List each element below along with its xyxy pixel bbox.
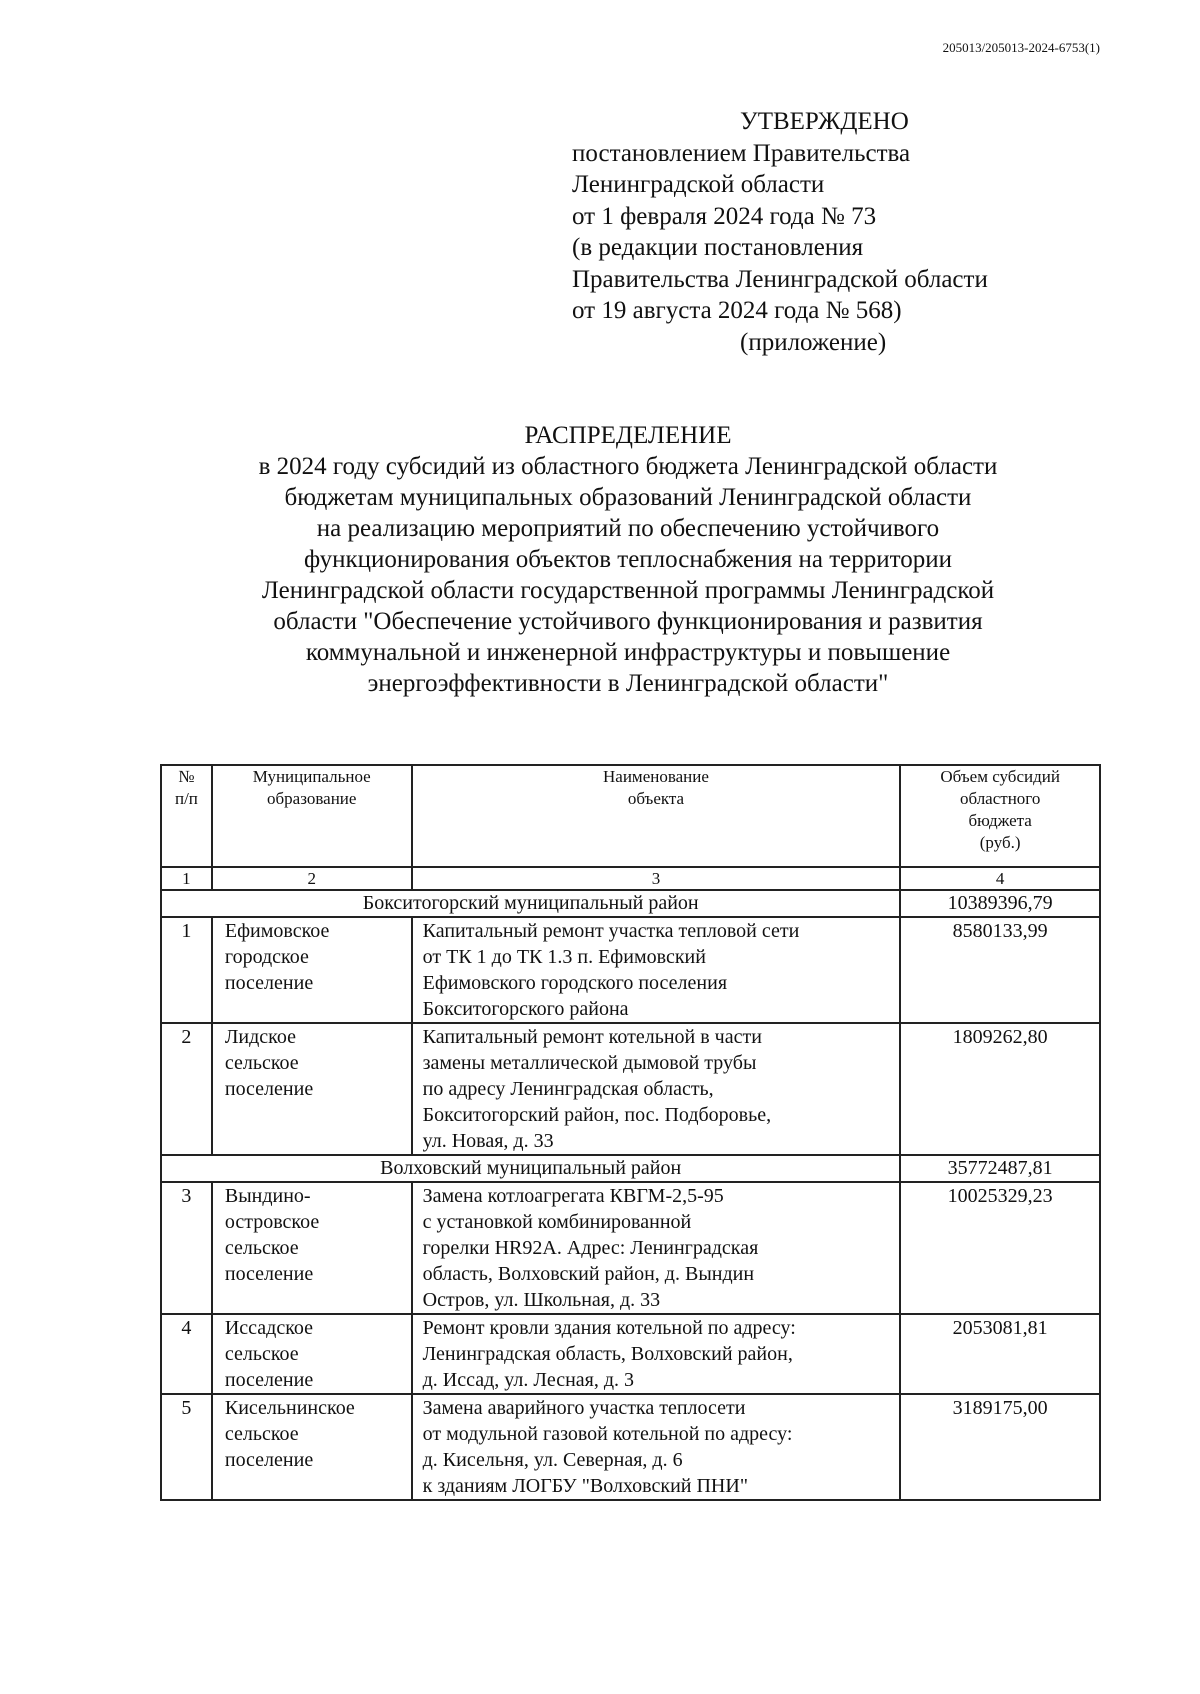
column-number: 1	[161, 867, 212, 890]
approval-heading: УТВЕРЖДЕНО	[740, 108, 909, 135]
table-row	[161, 917, 1100, 1023]
district-total: 35772487,81	[900, 1155, 1100, 1182]
title-heading: РАСПРЕДЕЛЕНИЕ	[524, 422, 732, 449]
approval-line: Правительства Ленинградской области	[572, 265, 988, 293]
row-num: 4	[161, 1314, 212, 1394]
row-num: 1	[161, 917, 212, 1023]
table-row	[161, 1314, 1100, 1394]
district-row	[161, 1155, 1100, 1182]
header-amount: Объем субсидий областного бюджета (руб.)	[900, 765, 1100, 867]
header-object: Наименование объекта	[412, 765, 901, 867]
row-municipality: Иссадское сельское поселение	[212, 1314, 412, 1394]
row-amount: 1809262,80	[900, 1023, 1100, 1155]
approval-line: от 1 февраля 2024 года № 73	[572, 202, 877, 230]
document-title	[28, 420, 1200, 699]
row-amount: 8580133,99	[900, 917, 1100, 1023]
row-object: Капитальный ремонт котельной в части замены металлической дымовой трубы по адресу Ленинградская область, Бокситогорский район, пос. Подборовье, ул. Новая, д. 33	[412, 1023, 901, 1155]
row-amount: 2053081,81	[900, 1314, 1100, 1394]
title-line: коммунальной и инженерной инфраструктуры и повышение	[305, 639, 951, 666]
row-num: 2	[161, 1023, 212, 1155]
title-line: в 2024 году субсидий из областного бюджета Ленинградской области	[258, 453, 998, 480]
approval-line: (в редакции постановления	[572, 234, 864, 261]
row-amount: 10025329,23	[900, 1182, 1100, 1314]
row-num: 3	[161, 1182, 212, 1314]
approval-appendix: (приложение)	[740, 328, 887, 356]
row-municipality: Лидское сельское поселение	[212, 1023, 412, 1155]
column-number-row	[161, 867, 1100, 890]
district-row	[161, 890, 1100, 917]
row-municipality: Ефимовское городское поселение	[212, 917, 412, 1023]
row-object: Замена котлоагрегата КВГМ-2,5-95 с установкой комбинированной горелки HR92A. Адрес: Ленинградская область, Волховский район, д. Вындин Остров, ул. Школьная, д. 33	[412, 1182, 901, 1314]
column-number: 2	[212, 867, 412, 890]
title-line: функционирования объектов теплоснабжения на территории	[304, 546, 952, 573]
row-object: Ремонт кровли здания котельной по адресу: Ленинградская область, Волховский район, д. Иссад, ул. Лесная, д. 3	[412, 1314, 901, 1394]
title-line: энергоэффективности в Ленинградской области"	[367, 670, 889, 697]
approval-line: Ленинградской области	[572, 171, 825, 198]
row-num: 5	[161, 1394, 212, 1500]
approval-stamp	[572, 106, 988, 358]
district-name: Бокситогорский муниципальный район	[161, 890, 900, 917]
column-number: 4	[900, 867, 1100, 890]
row-municipality: Вындино- островское сельское поселение	[212, 1182, 412, 1314]
subsidy-distribution-table	[160, 764, 1101, 1501]
district-name: Волховский муниципальный район	[161, 1155, 900, 1182]
approval-line: постановлением Правительства	[572, 139, 911, 167]
district-total: 10389396,79	[900, 890, 1100, 917]
document-registration-number: 205013/205013-2024-6753(1)	[942, 40, 1100, 55]
title-line: Ленинградской области государственной программы Ленинградской	[261, 577, 995, 604]
table-row	[161, 1182, 1100, 1314]
row-municipality: Кисельнинское сельское поселение	[212, 1394, 412, 1500]
title-line: бюджетам муниципальных образований Ленинградской области	[284, 484, 972, 511]
row-object: Замена аварийного участка теплосети от модульной газовой котельной по адресу: д. Кисельня, ул. Северная, д. 6 к зданиям ЛОГБУ "Волховский ПНИ"	[412, 1394, 901, 1500]
title-line: области "Обеспечение устойчивого функционирования и развития	[273, 608, 983, 635]
approval-line: от 19 августа 2024 года № 568)	[572, 297, 902, 324]
row-object: Капитальный ремонт участка тепловой сети от ТК 1 до ТК 1.3 п. Ефимовский Ефимовского городского поселения Бокситогорского района	[412, 917, 901, 1023]
title-line: на реализацию мероприятий по обеспечению устойчивого	[316, 515, 940, 542]
table-row	[161, 1394, 1100, 1500]
table-header-row	[161, 765, 1100, 867]
row-amount: 3189175,00	[900, 1394, 1100, 1500]
column-number: 3	[412, 867, 901, 890]
header-municipality: Муниципальное образование	[212, 765, 412, 867]
table-row	[161, 1023, 1100, 1155]
header-num: № п/п	[161, 765, 212, 867]
